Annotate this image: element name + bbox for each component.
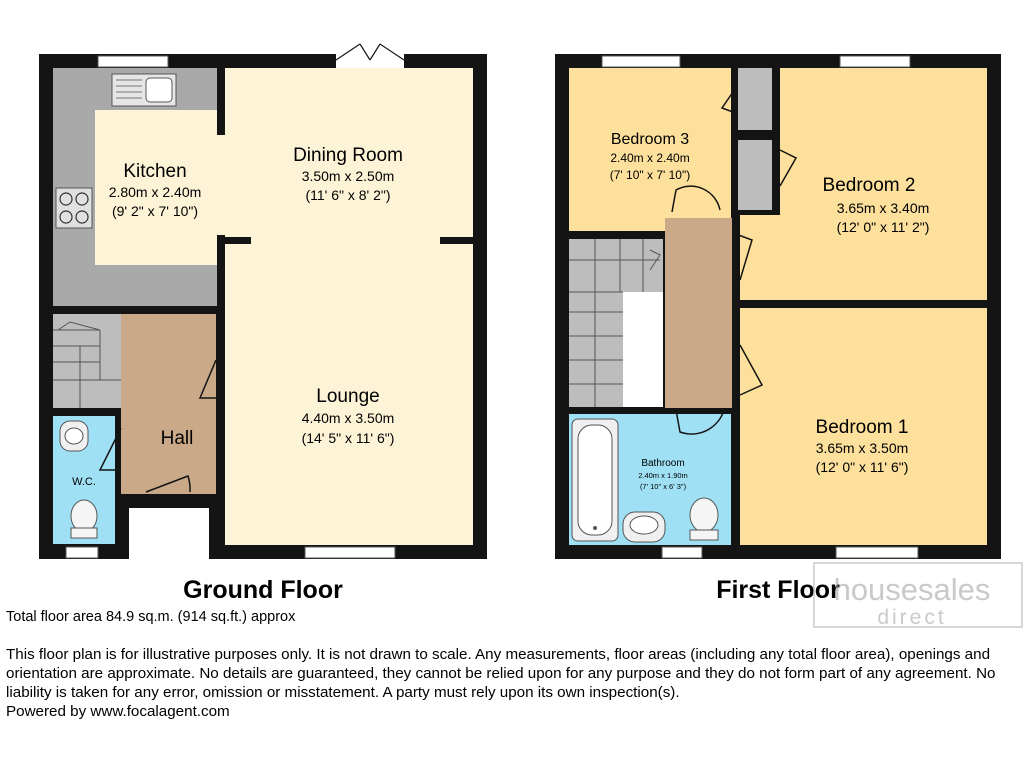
bedroom3-imperial: (7' 10" x 7' 10") <box>609 168 691 182</box>
ground-stairs <box>53 314 121 408</box>
kitchen-imperial: (9' 2" x 7' 10") <box>111 203 199 219</box>
bedroom1-name: Bedroom 1 <box>815 417 909 438</box>
cupboard-mid <box>738 140 772 210</box>
ground-floor-title: Ground Floor <box>183 576 343 604</box>
bathroom-basin-icon <box>623 512 665 542</box>
bedroom3-metric: 2.40m x 2.40m <box>610 151 690 165</box>
hall-floor-lower <box>121 314 216 494</box>
logo-line1: housesales <box>833 572 991 607</box>
first-floor-title: First Floor <box>716 576 840 604</box>
bedroom2-imperial: (12' 0" x 11' 2") <box>836 219 930 235</box>
bathroom-metric: 2.40m x 1.90m <box>638 471 688 480</box>
dining-room-name: Dining Room <box>293 145 403 166</box>
bedroom3-name: Bedroom 3 <box>610 131 690 148</box>
hob-icon <box>56 188 92 228</box>
powered-by-link[interactable]: Powered by www.focalagent.com <box>6 703 230 720</box>
dining-room-imperial: (11' 6" x 8' 2") <box>305 187 391 203</box>
cupboard-top <box>738 68 772 130</box>
bedroom2-name: Bedroom 2 <box>822 175 916 196</box>
first-floor-plan <box>555 54 1001 559</box>
bathroom-toilet-icon <box>690 498 718 540</box>
stairwell-void <box>623 292 663 407</box>
lounge-name: Lounge <box>316 386 380 407</box>
housesales-direct-logo <box>814 563 1022 629</box>
bedroom1-metric: 3.65m x 3.50m <box>815 440 909 456</box>
bedroom3-floor <box>569 68 731 231</box>
total-floor-area: Total floor area 84.9 sq.m. (914 sq.ft.) approx <box>6 609 296 625</box>
bedroom2-metric: 3.65m x 3.40m <box>836 200 930 216</box>
kitchen-metric: 2.80m x 2.40m <box>108 184 202 200</box>
hall-name: Hall <box>160 428 194 449</box>
bedroom1-imperial: (12' 0" x 11' 6") <box>815 459 909 475</box>
bath-icon <box>572 419 618 541</box>
patio-door-icon <box>336 44 404 68</box>
bathroom-name: Bathroom <box>641 458 685 469</box>
kitchen-name: Kitchen <box>123 161 187 182</box>
front-entrance <box>129 508 209 559</box>
lounge-metric: 4.40m x 3.50m <box>301 410 395 426</box>
logo-line2: direct <box>877 606 947 629</box>
sink-icon <box>112 74 176 106</box>
lounge-imperial: (14' 5" x 11' 6") <box>301 430 395 446</box>
basin-icon <box>60 421 88 451</box>
pier-right <box>440 237 473 244</box>
toilet-icon <box>71 500 97 538</box>
dining-room-metric: 3.50m x 2.50m <box>301 168 395 184</box>
disclaimer-text: This floor plan is for illustrative purposes only. It is not drawn to scale. Any measurements, floor areas (including any total floor area), openings and orientation are approximate. No details are guaranteed, they cannot be relied upon for any purpose and they do not form part of any agreement. No liability is taken for any error, omission or misstatement. A party must rely upon its own inspection(s). <box>6 646 996 701</box>
kitchen-dining-opening <box>215 135 227 235</box>
bathroom-imperial: (7' 10" x 6' 3") <box>639 482 687 491</box>
wc-name: W.C. <box>72 476 96 488</box>
ground-floor-plan <box>39 44 487 559</box>
dining-lounge-floor <box>225 68 473 545</box>
pier-left <box>225 237 251 244</box>
landing-floor <box>665 218 732 408</box>
